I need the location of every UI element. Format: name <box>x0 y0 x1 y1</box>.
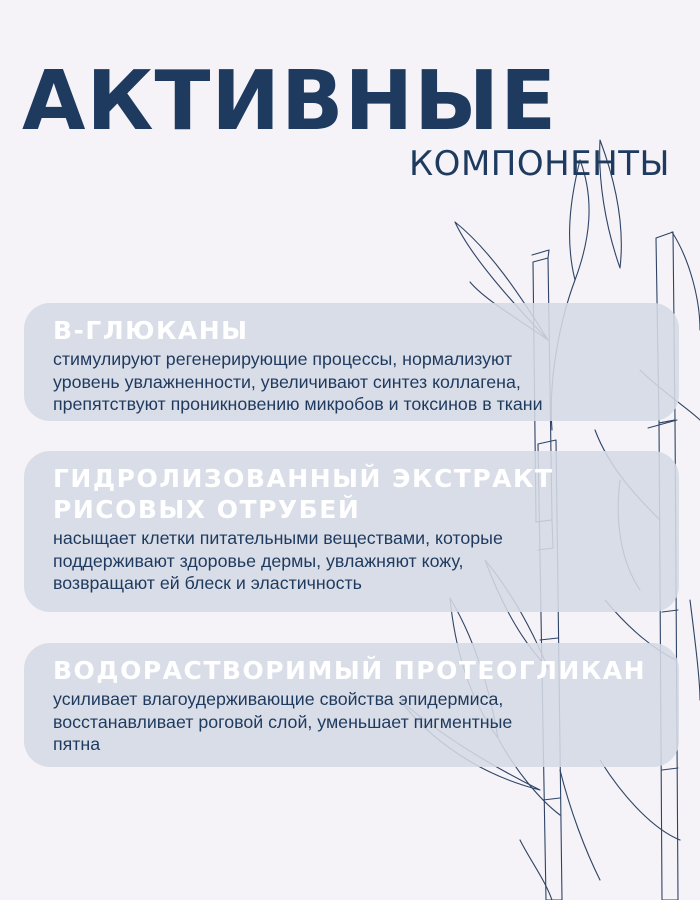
ingredient-description: усиливает влагоудерживающие свойства эпидермиса, восстанавливает роговой слой, уменьшает пигментные пятна <box>53 689 513 754</box>
page-subtitle: КОМПОНЕНТЫ <box>409 144 670 184</box>
ingredient-title: B-ГЛЮКАНЫ <box>53 316 249 345</box>
ingredient-title: ВОДОРАСТВОРИМЫЙ ПРОТЕОГЛИКАН <box>53 656 647 685</box>
ingredient-description: стимулируют регенерирующие процессы, нормализуют уровень увлажненности, увеличивают синтез коллагена, препятствуют проникновению микробов и токсинов в ткани <box>53 349 543 414</box>
ingredient-description: насыщает клетки питательными веществами, которые поддерживают здоровье дермы, увлажняют кожу, возвращают ей блеск и эластичность <box>53 528 503 593</box>
ingredient-card-rice-bran-extract <box>24 451 679 612</box>
ingredient-card-beta-glucans <box>24 303 679 421</box>
page-title: АКТИВНЫЕ <box>22 54 558 149</box>
ingredient-title: ГИДРОЛИЗОВАННЫЙ ЭКСТРАКТ РИСОВЫХ ОТРУБЕЙ <box>53 464 554 524</box>
ingredient-card-proteoglycan <box>24 643 679 767</box>
